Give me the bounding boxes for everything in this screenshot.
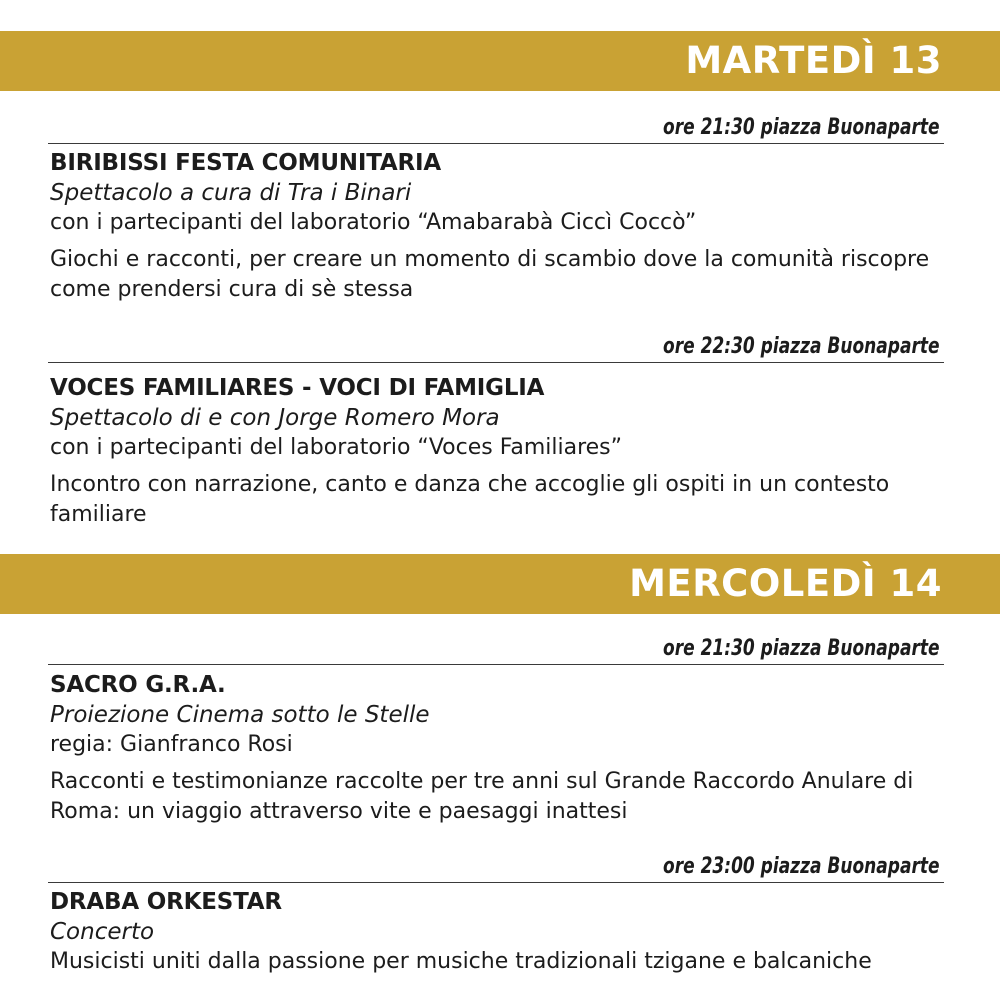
event-voces-familiares [50,373,950,530]
event-title: SACRO G.R.A. [50,672,226,698]
event-title: VOCES FAMILIARES - VOCI DI FAMIGLIA [50,375,545,401]
event-sacro-gra [50,670,950,827]
event-description: Giochi e racconti, per creare un momento di scambio dove la comunità riscopre come prendersi cura di sè stessa [50,247,930,302]
event-time: ore 23:00 piazza Buonaparte [663,854,940,879]
event-description: Racconti e testimonianze raccolte per tre anni sul Grande Raccordo Anulare di Roma: un viaggio attraverso vite e paesaggi inattesi [50,769,914,824]
event-biribissi [50,148,950,305]
day-banner-martedi [0,31,1000,91]
day-title: MARTEDÌ 13 [685,39,942,82]
event-credit: con i partecipanti del laboratorio “Amabarabà Ciccì Coccò” [50,210,697,235]
event-credit: regia: Gianfranco Rosi [50,732,293,757]
day-banner-mercoledi [0,554,1000,614]
event-time-row [48,330,944,363]
event-title: DRABA ORKESTAR [50,889,282,915]
event-credit: con i partecipanti del laboratorio “Voces Familiares” [50,435,623,460]
event-subtitle: Proiezione Cinema sotto le Stelle [50,702,430,728]
event-subtitle: Spettacolo a cura di Tra i Binari [50,180,412,206]
event-time: ore 21:30 piazza Buonaparte [663,636,940,661]
event-time-row [48,111,944,144]
event-time-row [48,632,944,665]
event-description: Incontro con narrazione, canto e danza che accoglie gli ospiti in un contesto familiare [50,472,890,527]
event-subtitle: Spettacolo di e con Jorge Romero Mora [50,405,500,431]
event-title: BIRIBISSI FESTA COMUNITARIA [50,150,441,176]
event-description: Musicisti uniti dalla passione per musiche tradizionali tzigane e balcaniche [50,949,872,974]
event-time: ore 21:30 piazza Buonaparte [663,115,940,140]
event-time: ore 22:30 piazza Buonaparte [663,334,940,359]
event-draba-orkestar [50,887,950,977]
day-title: MERCOLEDÌ 14 [629,562,942,605]
event-subtitle: Concerto [50,919,155,945]
event-time-row [48,850,944,883]
